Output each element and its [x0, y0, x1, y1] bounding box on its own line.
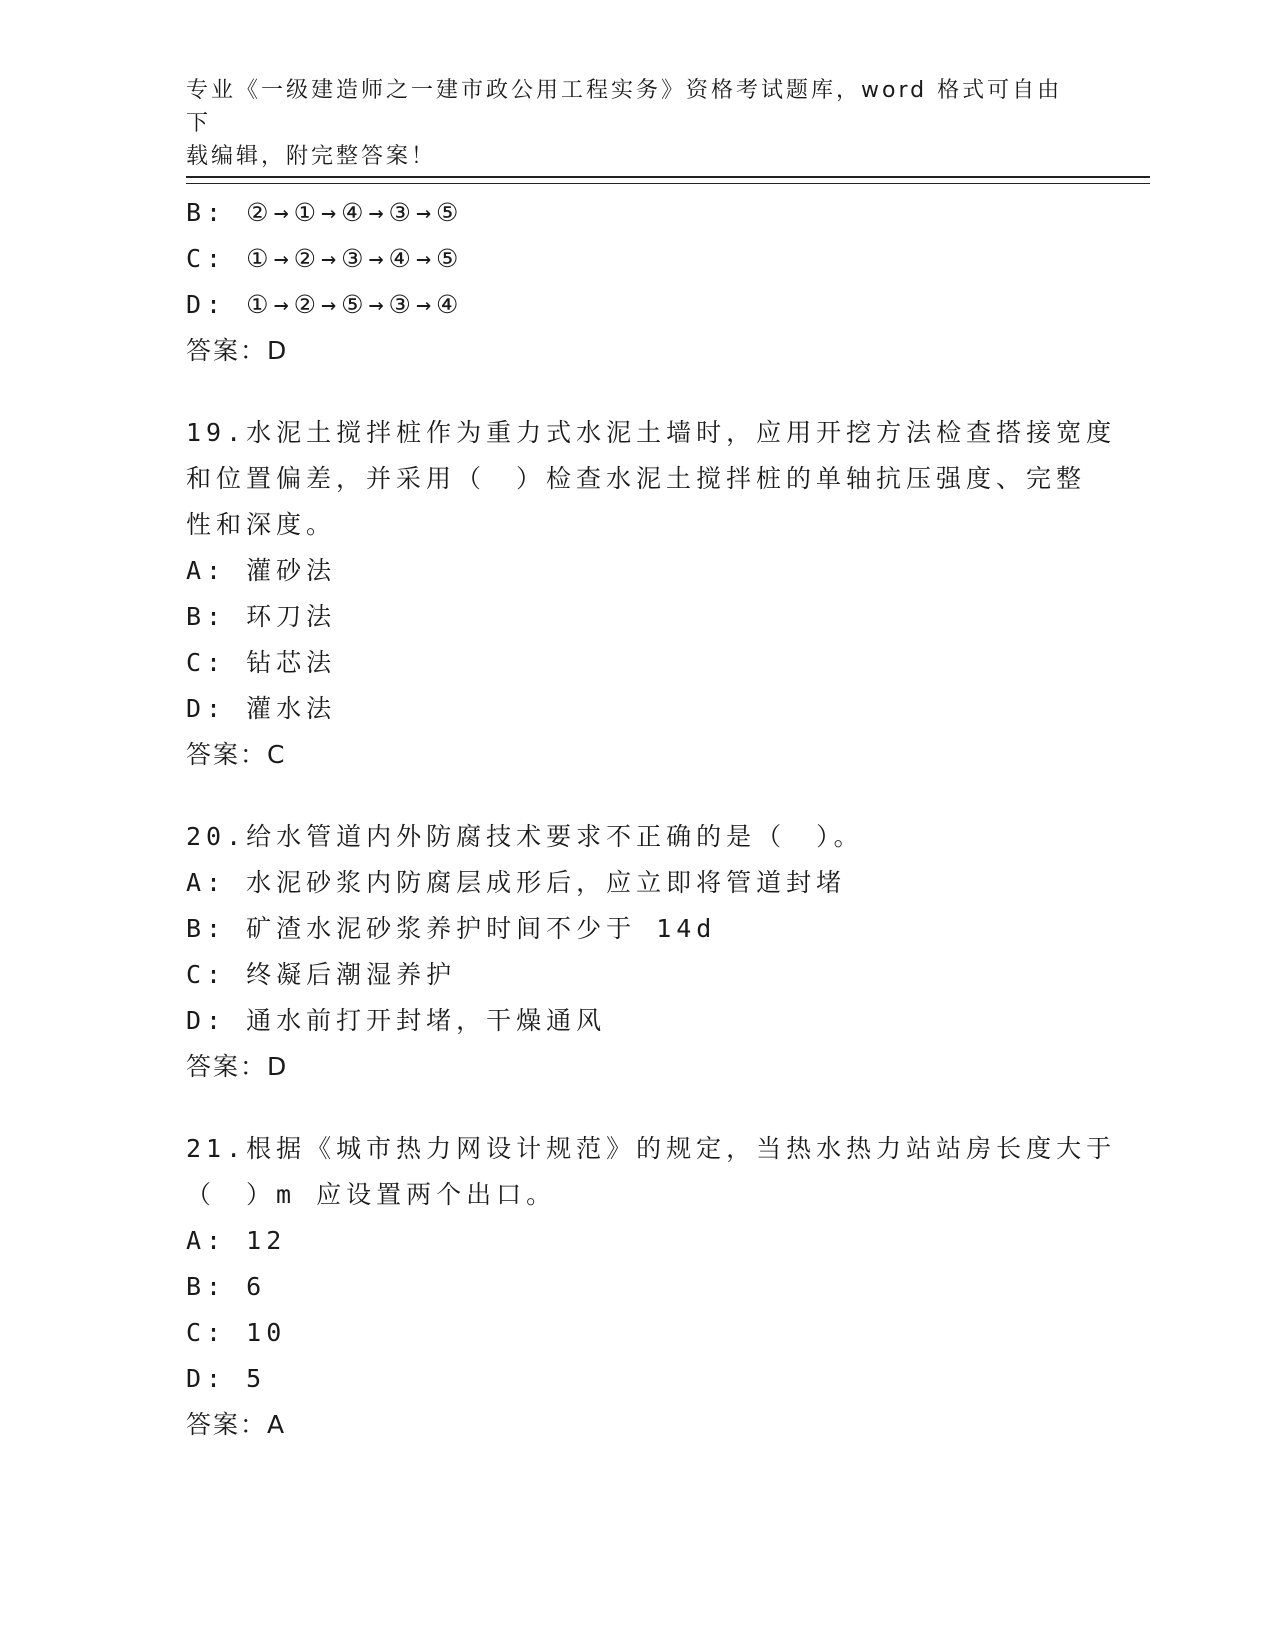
option-b: B: 6 [186, 1272, 267, 1301]
option-c: C: 终凝后潮湿养护 [186, 960, 457, 989]
question-content [186, 190, 1117, 1448]
option-b: B: 环刀法 [186, 602, 337, 631]
page-header [186, 74, 1066, 173]
option-b: B: 矿渣水泥砂浆养护时间不少于 14d [186, 914, 717, 943]
question-19 [186, 410, 1117, 778]
option-a: A: 12 [186, 1226, 287, 1255]
stem-line-1: 21.根据《城市热力网设计规范》的规定，当热水热力站站房长度大于 [186, 1134, 1117, 1163]
question-stem [186, 410, 1117, 548]
option-c: C: 钻芯法 [186, 648, 337, 677]
question-20 [186, 814, 1086, 1090]
option-a: A: 灌砂法 [186, 556, 337, 585]
option-a: A: 水泥砂浆内防腐层成形后，应立即将管道封堵 [186, 868, 847, 897]
question-stem [186, 814, 1086, 860]
option-c: C: ①→②→③→④→⑤ [186, 244, 464, 273]
stem-line-2: 和位置偏差，并采用（ ）检查水泥土搅拌桩的单轴抗压强度、完整 [186, 464, 1087, 493]
question-18 [186, 190, 1086, 374]
question-21 [186, 1126, 1117, 1448]
answer: 答案：C [186, 740, 287, 769]
option-d: D: 通水前打开封堵，干燥通风 [186, 1006, 607, 1035]
option-c: C: 10 [186, 1318, 287, 1347]
option-d: D: ①→②→⑤→③→④ [186, 290, 464, 319]
option-d: D: 灌水法 [186, 694, 337, 723]
stem-line-1: 20.给水管道内外防腐技术要求不正确的是（ ）。 [186, 822, 864, 851]
header-divider [186, 176, 1150, 184]
question-stem [186, 1126, 1117, 1218]
answer: 答案：A [186, 1410, 287, 1439]
answer: 答案：D [186, 336, 289, 365]
header-line-2: 载编辑，附完整答案！ [186, 144, 437, 169]
stem-line-2: （ ）m 应设置两个出口。 [186, 1180, 557, 1209]
stem-line-1: 19.水泥土搅拌桩作为重力式水泥土墙时，应用开挖方法检查搭接宽度 [186, 418, 1117, 447]
answer: 答案：D [186, 1052, 289, 1081]
stem-line-3: 性和深度。 [186, 510, 337, 539]
header-line-1: 专业《一级建造师之一建市政公用工程实务》资格考试题库，word 格式可自由下 [186, 78, 1063, 136]
option-d: D: 5 [186, 1364, 267, 1393]
option-b: B: ②→①→④→③→⑤ [186, 198, 464, 227]
